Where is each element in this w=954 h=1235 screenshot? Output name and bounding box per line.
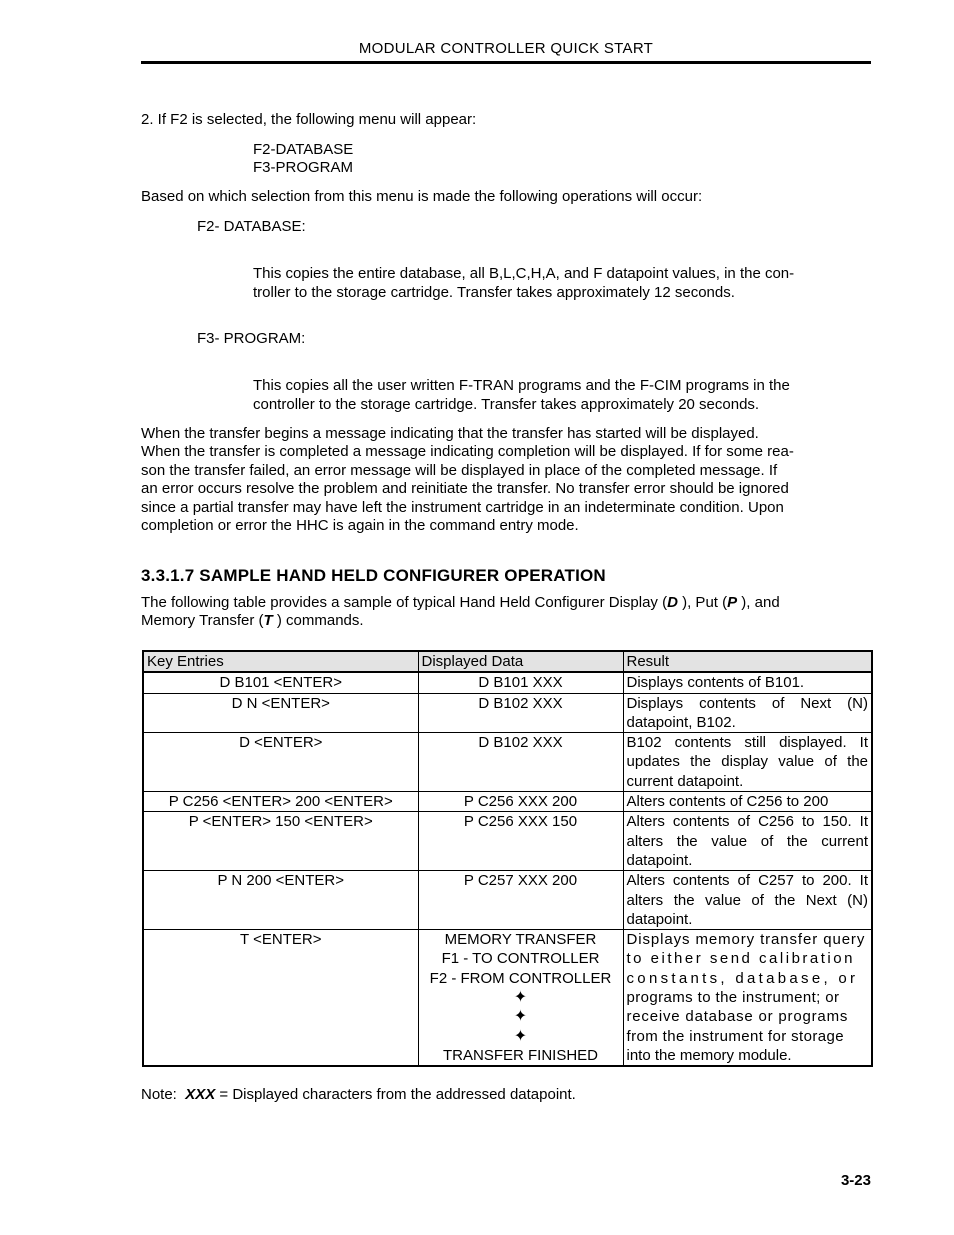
displayed-data-cell: D B101 XXX [418, 672, 623, 693]
key-entry-cell: P N 200 <ENTER> [143, 871, 418, 930]
displayed-data-cell: D B102 XXX [418, 693, 623, 733]
column-header-key-entries: Key Entries [143, 651, 418, 672]
desc-text: Memory Transfer ( [141, 612, 264, 629]
result-cell: Displays contents of Next (N) datapoint, B102. [623, 693, 872, 733]
key-entry-cell: P <ENTER> 150 <ENTER> [143, 812, 418, 871]
key-entry-cell: D <ENTER> [143, 733, 418, 792]
result-line: constants, database, or [626, 969, 859, 987]
table-row [143, 930, 872, 1067]
menu-item-program: F3-PROGRAM [253, 159, 354, 176]
key-entry-cell: P C256 <ENTER> 200 <ENTER> [143, 792, 418, 812]
result-line: to either send calibration [626, 950, 855, 968]
op-desc-database-line1: This copies the entire database, all B,L,C,H,A, and F datapoint values, in the con- [253, 265, 795, 282]
display-line: F1 - TO CONTROLLER [441, 950, 600, 968]
table-row [143, 871, 872, 930]
transfer-para-line4: an error occurs resolve the problem and reinitiate the transfer. No transfer error should be ignored [141, 480, 789, 497]
result-line: from the instrument for storage [626, 1027, 844, 1045]
page-number: 3-23 [840, 1172, 871, 1189]
column-header-result: Result [623, 651, 872, 672]
table-row [143, 812, 872, 871]
note-xxx: XXX [185, 1086, 216, 1103]
based-on-text: Based on which selection from this menu is made the following operations will occur: [141, 188, 703, 205]
table-row [143, 693, 872, 733]
result-line: programs to the instrument; or [626, 989, 840, 1007]
result-cell [623, 930, 872, 1067]
display-line: F2 - FROM CONTROLLER [429, 969, 612, 987]
note-text: = Displayed characters from the addressed datapoint. [215, 1086, 576, 1103]
menu-item-database: F2-DATABASE [253, 141, 354, 158]
result-cell: Alters contents of C256 to 150. It alters the value of the current datapoint. [623, 812, 872, 871]
display-command-letter: D [667, 594, 678, 611]
running-header: MODULAR CONTROLLER QUICK START [358, 40, 654, 57]
column-header-displayed-data: Displayed Data [418, 651, 623, 672]
header-rule [141, 61, 871, 64]
table-row [143, 792, 872, 812]
transfer-para-line6: completion or error the HHC is again in the command entry mode. [141, 517, 579, 534]
op-desc-program-line2: controller to the storage cartridge. Transfer takes approximately 20 seconds. [253, 396, 760, 413]
transfer-para-line1: When the transfer begins a message indicating that the transfer has started will be displayed. [141, 425, 759, 442]
op-label-database: F2- DATABASE: [197, 218, 306, 235]
result-cell: Displays contents of B101. [623, 672, 872, 693]
transfer-command-letter: T [263, 612, 273, 629]
step-text: 2. If F2 is selected, the following menu will appear: [141, 111, 477, 128]
displayed-data-cell: D B102 XXX [418, 733, 623, 792]
command-table [142, 650, 873, 1067]
section-desc-line2 [141, 612, 871, 631]
table-header-row [143, 651, 872, 672]
key-entry-cell: T <ENTER> [143, 930, 418, 1067]
ellipsis-star-icon: ✦ [513, 1008, 528, 1026]
displayed-data-cell [418, 930, 623, 1067]
result-line: into the memory module. [626, 1046, 792, 1064]
op-label-program: F3- PROGRAM: [197, 330, 306, 347]
displayed-data-cell: P C256 XXX 200 [418, 792, 623, 812]
section-heading: 3.3.1.7 SAMPLE HAND HELD CONFIGURER OPERATION [141, 566, 606, 585]
note-label: Note: [141, 1086, 177, 1103]
section-desc-line1 [141, 594, 871, 613]
key-entry-cell: D N <ENTER> [143, 693, 418, 733]
display-line: TRANSFER FINISHED [442, 1046, 598, 1064]
desc-text: ), Put ( [677, 594, 728, 611]
result-cell: Alters contents of C257 to 200. It alters the value of the Next (N) datapoint. [623, 871, 872, 930]
put-command-letter: P [727, 594, 738, 611]
display-line: MEMORY TRANSFER [444, 931, 597, 949]
table-note [141, 1086, 576, 1103]
desc-text: ) commands. [272, 612, 364, 629]
table-row [143, 733, 872, 792]
result-cell: Alters contents of C256 to 200 [623, 792, 872, 812]
ellipsis-star-icon: ✦ [513, 989, 528, 1007]
result-line: receive database or programs [626, 1008, 849, 1026]
desc-text: ), and [737, 594, 780, 611]
transfer-para-line5: since a partial transfer may have left the instrument cartridge in an indeterminate condition. Upon [141, 499, 784, 516]
desc-text: The following table provides a sample of typical Hand Held Configurer Display ( [141, 594, 668, 611]
transfer-para-line2: When the transfer is completed a message indicating completion will be displayed. If for some rea- [141, 443, 794, 460]
op-desc-database-line2: troller to the storage cartridge. Transfer takes approximately 12 seconds. [253, 284, 735, 301]
key-entry-cell: D B101 <ENTER> [143, 672, 418, 693]
displayed-data-cell: P C256 XXX 150 [418, 812, 623, 871]
transfer-para-line3: son the transfer failed, an error message will be displayed in place of the completed message. If [141, 462, 778, 479]
result-cell: B102 contents still displayed. It updates the display value of the current datapoint. [623, 733, 872, 792]
op-desc-program-line1: This copies all the user written F-TRAN programs and the F-CIM programs in the [253, 377, 790, 394]
result-line: Displays memory transfer query [626, 931, 866, 949]
displayed-data-cell: P C257 XXX 200 [418, 871, 623, 930]
ellipsis-star-icon: ✦ [513, 1027, 528, 1045]
table-row [143, 672, 872, 693]
